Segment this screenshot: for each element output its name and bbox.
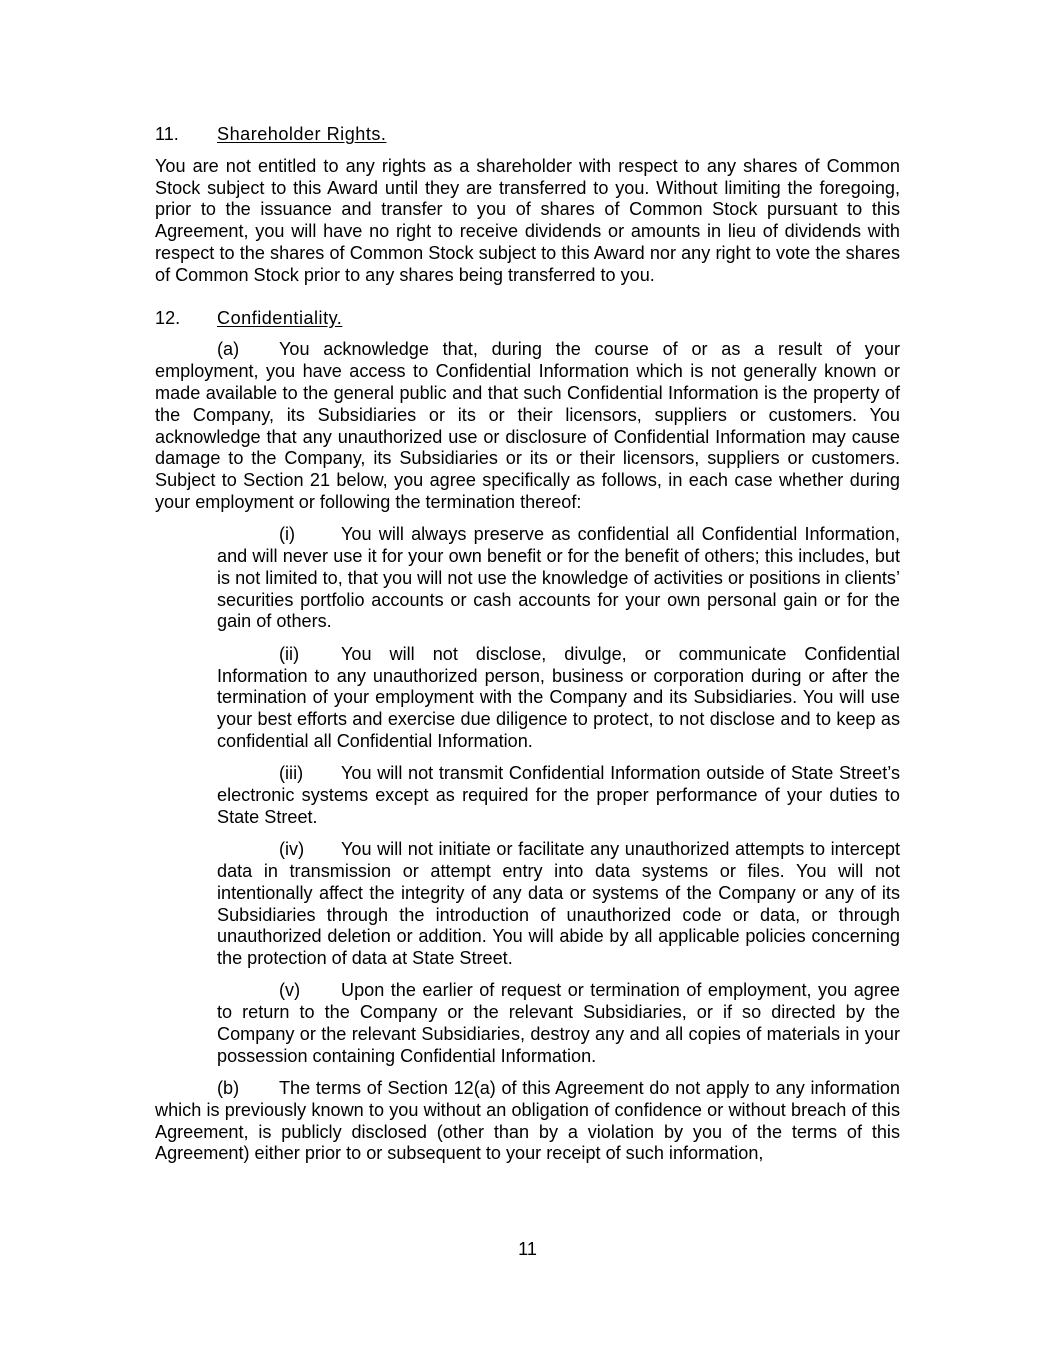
item-iii-text: You will not transmit Confidential Information outside of State Street’s electronic systems except as required for the proper performance of your duties to State Street. <box>217 763 900 827</box>
section-12b-paragraph <box>155 1078 900 1165</box>
section-12a-item-iv <box>217 839 900 970</box>
item-i-marker: (i) <box>279 524 296 545</box>
section-12-heading <box>155 308 900 330</box>
section-12-title: Confidentiality. <box>217 307 343 328</box>
section-12a-text: You acknowledge that, during the course of or as a result of your employment, you have access to Confidential Information which is not generally known or made available to the general public and that such Confidential Information is the property of the Company, its Subsidiaries or its or their licensors, suppliers or customers. You acknowledge that any unauthorized use or disclosure of Confidential Information may cause damage to the Company, its Subsidiaries or its or their licensors, suppliers or customers. Subject to Section 21 below, you agree specifically as follows, in each case whether during your employment or following the termination thereof: <box>155 339 900 512</box>
item-iv-text: You will not initiate or facilitate any unauthorized attempts to intercept data in transmission or attempt entry into data systems or files. You will not intentionally affect the integrity of any data or systems of the Company or any of its Subsidiaries through the introduction of unauthorized code or data, or through unauthorized deletion or addition. You will abide by all applicable policies concerning the protection of data at State Street. <box>217 839 900 969</box>
item-iv-marker: (iv) <box>279 839 305 860</box>
section-11-number: 11. <box>155 124 179 144</box>
section-12-number: 12. <box>155 307 181 328</box>
item-v-text: Upon the earlier of request or termination of employment, you agree to return to the Company or the relevant Subsidiaries, or if so directed by the Company or the relevant Subsidiaries, destroy any and all copies of materials in your possession containing Confidential Information. <box>217 980 900 1066</box>
item-i-text: You will always preserve as confidential all Confidential Information, and will never use it for your own benefit or for the benefit of others; this includes, but is not limited to, that you will not use the knowledge of activities or positions in clients’ securities portfolio accounts or cash accounts for your own personal gain or for the gain of others. <box>217 524 900 632</box>
section-12a-marker: (a) <box>217 339 240 360</box>
page-number: 11 <box>518 1239 537 1259</box>
document-page <box>155 124 900 1176</box>
item-v-marker: (v) <box>279 980 301 1001</box>
section-12a-item-v <box>217 980 900 1067</box>
section-12b-text: The terms of Section 12(a) of this Agreement do not apply to any information which is previously known to you without an obligation of confidence or without breach of this Agreement, is publicly disclosed (other than by a violation by you of the terms of this Agreement) either prior to or subsequent to your receipt of such information, <box>155 1078 900 1164</box>
section-12a-item-i <box>217 524 900 633</box>
section-11-heading <box>155 124 900 146</box>
section-11-body: You are not entitled to any rights as a shareholder with respect to any shares of Common Stock subject to this Award until they are transferred to you. Without limiting the foregoing, prior to the issuance and transfer to you of shares of Common Stock pursuant to this Agreement, you will have no right to receive dividends or amounts in lieu of dividends with respect to the shares of Common Stock subject to this Award nor any right to vote the shares of Common Stock prior to any shares being transferred to you. <box>155 155 900 285</box>
section-12a-item-ii <box>217 644 900 753</box>
item-ii-text: You will not disclose, divulge, or communicate Confidential Information to any unauthorized person, business or corporation during or after the termination of your employment with the Company and its Subsidiaries. You will use your best efforts and exercise due diligence to protect, to not disclose and to keep as confidential all Confidential Information. <box>217 643 900 751</box>
item-ii-marker: (ii) <box>279 643 300 664</box>
item-iii-marker: (iii) <box>279 763 304 784</box>
section-12b-marker: (b) <box>217 1078 240 1099</box>
section-12a-paragraph <box>155 339 900 513</box>
section-11-title: Shareholder Rights. <box>217 124 387 144</box>
section-12a-item-iii <box>217 763 900 828</box>
